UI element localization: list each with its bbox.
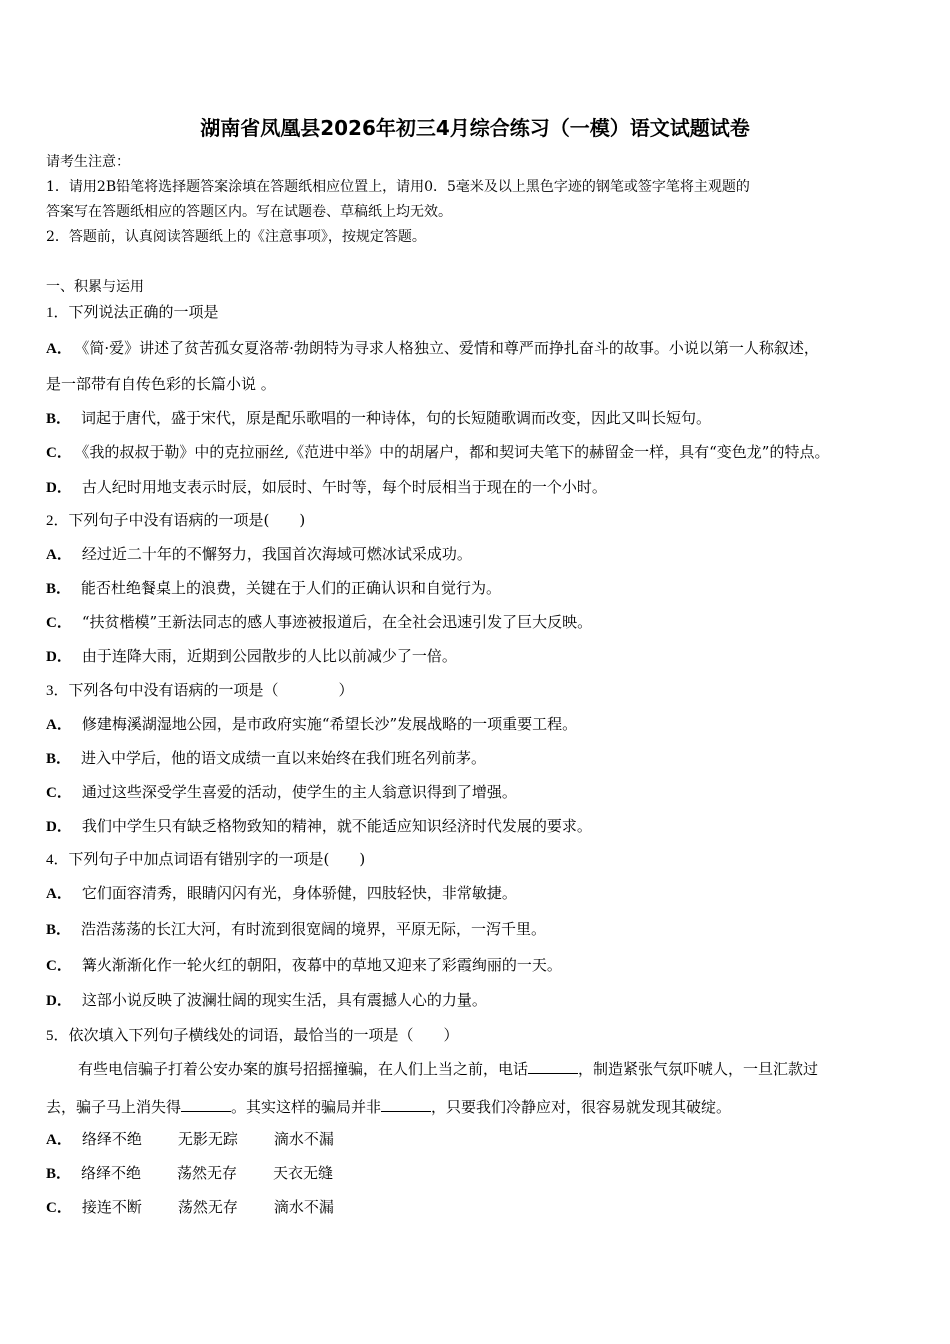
passage-text: 。其实这样的骗局并非	[231, 1098, 382, 1116]
question-2	[46, 510, 305, 531]
passage-text: ，制造紧张气氛吓唬人，一旦汇款过	[578, 1060, 819, 1078]
notice-item-1-cont: 答案写在答题纸相应的答题区内。写在试题卷、草稿纸上均无效。	[46, 204, 452, 220]
option-label: C．	[46, 615, 72, 631]
option-text: 修建梅溪湖湿地公园，是市政府实施“希望长沙”发展战略的一项重要工程。	[81, 715, 578, 733]
question-5	[46, 1025, 459, 1046]
q4-option-a	[46, 883, 517, 904]
q4-option-c	[46, 955, 562, 976]
fill-blank-2	[181, 1097, 231, 1112]
option-label: A．	[46, 886, 72, 902]
question-stem: 下列句子中没有语病的一项是( )	[68, 511, 306, 529]
page-title: 湖南省凤凰县2026年初三4月综合练习（一模）语文试题试卷	[200, 116, 750, 140]
option-word: 荡然无存	[177, 1164, 238, 1182]
question-number: 1．	[46, 305, 69, 321]
option-label: D．	[46, 819, 72, 835]
q5-option-b	[46, 1163, 333, 1184]
option-text: 《简·爱》讲述了贫苦孤女夏洛蒂·勃朗特为寻求人格独立、爱情和尊严而挣扎奋斗的故事。小说以第一人称叙述，	[81, 339, 819, 357]
option-label: C．	[46, 1200, 72, 1216]
q5-option-a	[46, 1129, 334, 1150]
passage-text: 有些电信骗子打着公安办案的旗号招摇撞骗，在人们上当之前，电话	[78, 1060, 529, 1078]
option-text: 词起于唐代，盛于宋代，原是配乐歌唱的一种诗体，句的长短随歌调而改变，因此又叫长短句。	[81, 409, 712, 427]
option-text: 通过这些深受学生喜爱的活动，使学生的主人翁意识得到了增强。	[81, 783, 517, 801]
option-text: 进入中学后，他的语文成绩一直以来始终在我们班名列前茅。	[81, 749, 487, 767]
q2-option-a	[46, 544, 472, 565]
question-stem: 下列说法正确的一项是	[68, 303, 219, 321]
fill-blank-3	[381, 1097, 431, 1112]
q3-option-b	[46, 748, 486, 769]
option-text: 《我的叔叔于勒》中的克拉丽丝,《范进中举》中的胡屠户，都和契诃夫笔下的赫留金一样，具有“变色龙”的特点。	[81, 443, 830, 461]
q3-option-d	[46, 816, 592, 837]
option-label: D．	[46, 480, 72, 496]
option-text: 这部小说反映了波澜壮阔的现实生活，具有震撼人心的力量。	[81, 991, 487, 1009]
option-label: C．	[46, 785, 72, 801]
option-label: B．	[46, 411, 72, 427]
option-word: 荡然无存	[177, 1198, 238, 1216]
option-text: 能否杜绝餐桌上的浪费，关键在于人们的正确认识和自觉行为。	[81, 579, 502, 597]
notice-heading: 请考生注意：	[46, 154, 130, 170]
option-text: “扶贫楷模”王新法同志的感人事迹被报道后，在全社会迅速引发了巨大反映。	[81, 613, 593, 631]
q2-option-b	[46, 578, 501, 599]
question-number: 3．	[46, 683, 69, 699]
notice-item-1: 1．请用2B铅笔将选择题答案涂填在答题纸相应位置上，请用0．5毫米及以上黑色字迹的钢笔或签字笔将主观题的	[46, 179, 750, 195]
option-word: 天衣无缝	[273, 1164, 334, 1182]
option-word: 络绎不绝	[81, 1164, 142, 1182]
q4-option-d	[46, 990, 487, 1011]
q3-option-a	[46, 714, 577, 735]
option-label: B．	[46, 922, 72, 938]
passage-text: ，只要我们冷静应对，很容易就发现其破绽。	[431, 1098, 732, 1116]
option-text: 篝火渐渐化作一轮火红的朝阳，夜幕中的草地又迎来了彩霞绚丽的一天。	[81, 956, 562, 974]
question-stem: 依次填入下列句子横线处的词语，最恰当的一项是（ ）	[68, 1026, 459, 1044]
option-text: 经过近二十年的不懈努力，我国首次海域可燃冰试采成功。	[81, 545, 472, 563]
q2-option-d	[46, 646, 457, 667]
option-word: 滴水不漏	[273, 1198, 334, 1216]
option-label: A．	[46, 717, 72, 733]
q1-option-a	[46, 338, 819, 359]
option-label: D．	[46, 649, 72, 665]
option-label: C．	[46, 958, 72, 974]
option-label: B．	[46, 1166, 72, 1182]
option-text: 古人纪时用地支表示时辰，如辰时、午时等，每个时辰相当于现在的一个小时。	[81, 478, 607, 496]
q1-option-a-cont: 是一部带有自传色彩的长篇小说 。	[46, 375, 276, 393]
fill-blank-1	[528, 1059, 578, 1074]
option-label: C．	[46, 445, 72, 461]
option-label: A．	[46, 1132, 72, 1148]
question-4	[46, 849, 365, 870]
question-number: 2．	[46, 513, 69, 529]
passage-text: 去，骗子马上消失得	[46, 1098, 182, 1116]
option-label: D．	[46, 993, 72, 1009]
question-3	[46, 680, 354, 701]
option-label: A．	[46, 547, 72, 563]
section-heading: 一、积累与运用	[46, 279, 144, 295]
q5-option-c	[46, 1197, 334, 1218]
option-label: B．	[46, 581, 72, 597]
option-label: B．	[46, 751, 72, 767]
q1-option-b	[46, 408, 711, 429]
option-label: A．	[46, 341, 72, 357]
option-word: 接连不断	[81, 1198, 142, 1216]
q4-option-b	[46, 919, 546, 940]
option-text: 它们面容清秀，眼睛闪闪有光，身体骄健，四肢轻快，非常敏捷。	[81, 884, 517, 902]
option-text: 浩浩荡荡的长江大河，有时流到很宽阔的境界，平原无际，一泻千里。	[81, 920, 547, 938]
option-word: 无影无踪	[177, 1130, 238, 1148]
q5-passage-line-1	[78, 1059, 818, 1079]
question-number: 4．	[46, 852, 69, 868]
question-1	[46, 302, 219, 323]
question-stem: 下列各句中没有语病的一项是（ ）	[68, 681, 354, 699]
q1-option-d	[46, 477, 607, 498]
option-word: 络绎不绝	[81, 1130, 142, 1148]
question-stem: 下列句子中加点词语有错别字的一项是( )	[68, 850, 366, 868]
q1-option-c	[46, 442, 829, 463]
q2-option-c	[46, 612, 592, 633]
option-text: 由于连降大雨，近期到公园散步的人比以前减少了一倍。	[81, 647, 457, 665]
option-word: 滴水不漏	[273, 1130, 334, 1148]
notice-item-2: 2．答题前，认真阅读答题纸上的《注意事项》，按规定答题。	[46, 229, 426, 245]
question-number: 5．	[46, 1028, 69, 1044]
q3-option-c	[46, 782, 517, 803]
q5-passage-line-2	[46, 1097, 731, 1117]
option-text: 我们中学生只有缺乏格物致知的精神，就不能适应知识经济时代发展的要求。	[81, 817, 592, 835]
